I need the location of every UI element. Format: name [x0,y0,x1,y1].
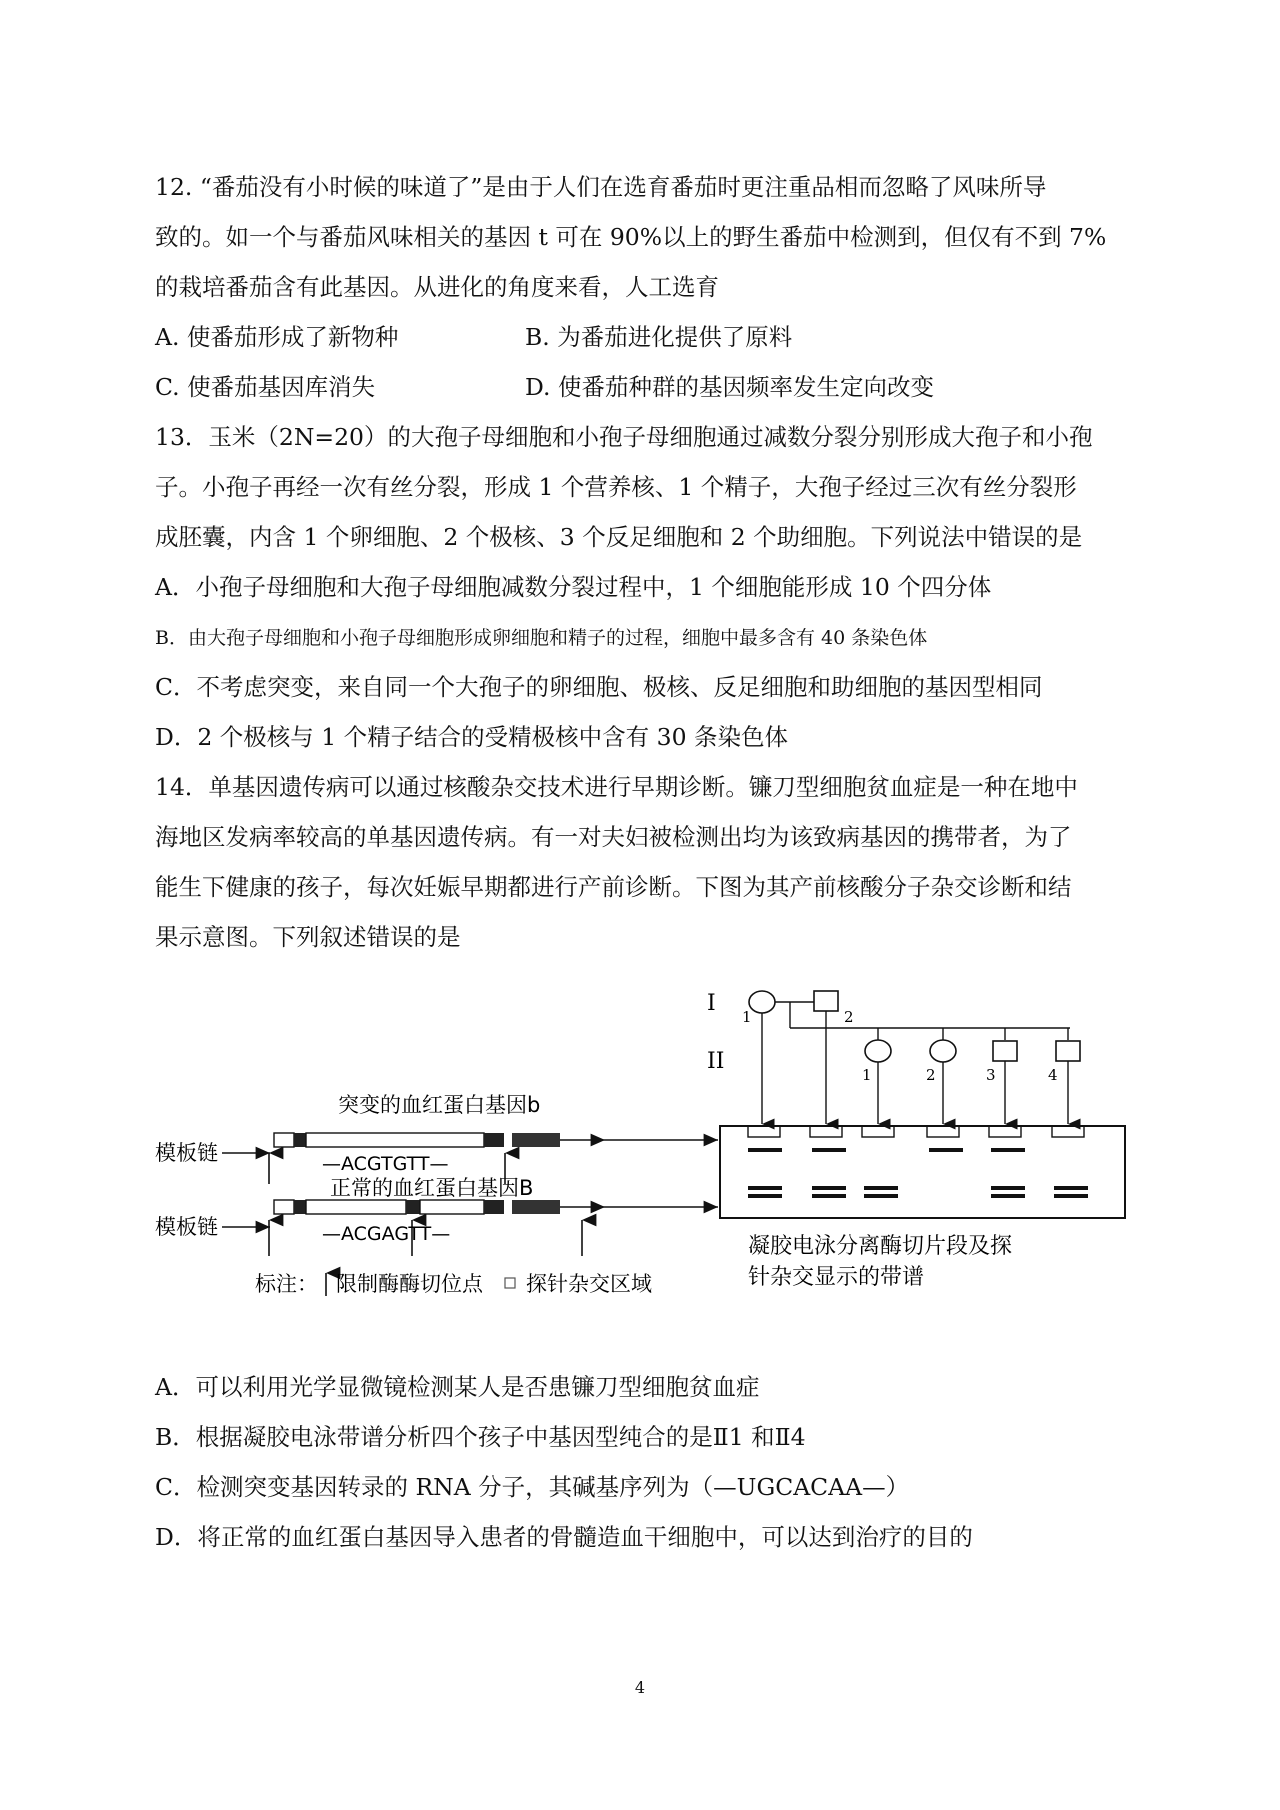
q14-option-d: D．将正常的血红蛋白基因导入患者的骨髓造血干细胞中，可以达到治疗的目的 [155,1523,973,1551]
q12-stem-line-2: 致的。如一个与番茄风味相关的基因 t 可在 90%以上的野生番茄中检测到，但仅有不到 7% [155,223,1107,251]
child-2-female-symbol [930,1040,956,1062]
q12-stem-line-1: 12. “番茄没有小时候的味道了”是由于人们在选育番茄时更注重品相而忽略了风味所导 [155,173,1047,201]
child-4-male-symbol [1056,1041,1080,1061]
q14-stem-line-1: 14．单基因遗传病可以通过核酸杂交技术进行早期诊断。镰刀型细胞贫血症是一种在地中 [155,773,1078,801]
q14-stem-line-2: 海地区发病率较高的单基因遗传病。有一对夫妇被检测出均为该致病基因的携带者，为了 [155,823,1072,851]
generation-ii-label: II [707,1049,725,1074]
normal-gene-bar [274,1200,560,1214]
q13-option-b: B．由大孢子母细胞和小孢子母细胞形成卵细胞和精子的过程，细胞中最多含有 40 条染色体 [155,627,928,649]
q12-option-c: C. 使番茄基因库消失 [155,373,376,401]
q13-option-a: A．小孢子母细胞和大孢子母细胞减数分裂过程中，1 个细胞能形成 10 个四分体 [155,573,992,601]
legend-prefix: 标注： [255,1272,318,1296]
q13-stem-line-3: 成胚囊，内含 1 个卵细胞、2 个极核、3 个反足细胞和 2 个助细胞。下列说法中错误的是 [155,523,1083,551]
parent-female-symbol [749,991,775,1013]
gel-box [720,1126,1125,1218]
q14-stem-line-4: 果示意图。下列叙述错误的是 [155,923,461,951]
normal-sequence: —ACGAGTT— [322,1223,451,1245]
page-number: 4 [634,1678,646,1697]
gel-wells [748,1126,1084,1137]
q12-option-d: D. 使番茄种群的基因频率发生定向改变 [525,373,934,401]
q13-option-d: D．2 个极核与 1 个精子结合的受精极核中含有 30 条染色体 [155,723,788,751]
legend-probe-icon [505,1278,515,1288]
template-strand-label-2: 模板链 [155,1215,218,1239]
child-3-number: 3 [986,1066,996,1084]
parent-male-symbol [814,991,838,1011]
q12-option-a: A. 使番茄形成了新物种 [155,323,399,351]
child-4-number: 4 [1048,1066,1058,1084]
q14-option-c: C．检测突变基因转录的 RNA 分子，其碱基序列为（—UGCACAA—） [155,1473,910,1501]
normal-gene-label: 正常的血红蛋白基因B [330,1176,534,1200]
child-2-number: 2 [926,1066,936,1084]
mutant-gene-bar [274,1133,560,1147]
child-1-number: 1 [862,1066,872,1084]
template-strand-label-1: 模板链 [155,1141,218,1165]
gel-bands-lower [748,1186,1088,1198]
q13-stem-line-1: 13．玉米（2N=20）的大孢子母细胞和小孢子母细胞通过减数分裂分别形成大孢子和小孢 [155,423,1093,451]
generation-i-label: I [707,991,716,1016]
legend-cut-site-text: 限制酶酶切位点 [336,1272,483,1296]
gel-caption-line-2: 针杂交显示的带谱 [748,1265,925,1290]
child-3-male-symbol [993,1041,1017,1061]
q12-stem-line-3: 的栽培番茄含有此基因。从进化的角度来看，人工选育 [155,273,719,301]
mutant-gene-label: 突变的血红蛋白基因b [338,1093,541,1117]
mutant-sequence: —ACGTGTT— [322,1153,449,1175]
parent-1-number: 1 [742,1008,752,1026]
q14-stem-line-3: 能生下健康的孩子，每次妊娠早期都进行产前诊断。下图为其产前核酸分子杂交诊断和结 [155,873,1072,901]
hybridization-diagnosis-figure [150,988,1140,1318]
gel-caption-line-1: 凝胶电泳分离酶切片段及探 [748,1234,1013,1259]
legend-probe-text: 探针杂交区域 [526,1272,652,1296]
gel-bands-upper [748,1148,1025,1152]
q12-option-b: B. 为番茄进化提供了原料 [525,323,793,351]
q14-option-b: B．根据凝胶电泳带谱分析四个孩子中基因型纯合的是Ⅱ1 和Ⅱ4 [155,1423,806,1451]
q14-option-a: A．可以利用光学显微镜检测某人是否患镰刀型细胞贫血症 [155,1373,760,1401]
parent-2-number: 2 [844,1008,854,1026]
q13-option-c: C．不考虑突变，来自同一个大孢子的卵细胞、极核、反足细胞和助细胞的基因型相同 [155,673,1043,701]
q13-stem-line-2: 子。小孢子再经一次有丝分裂，形成 1 个营养核、1 个精子，大孢子经过三次有丝分裂形 [155,473,1077,501]
child-1-female-symbol [865,1040,891,1062]
